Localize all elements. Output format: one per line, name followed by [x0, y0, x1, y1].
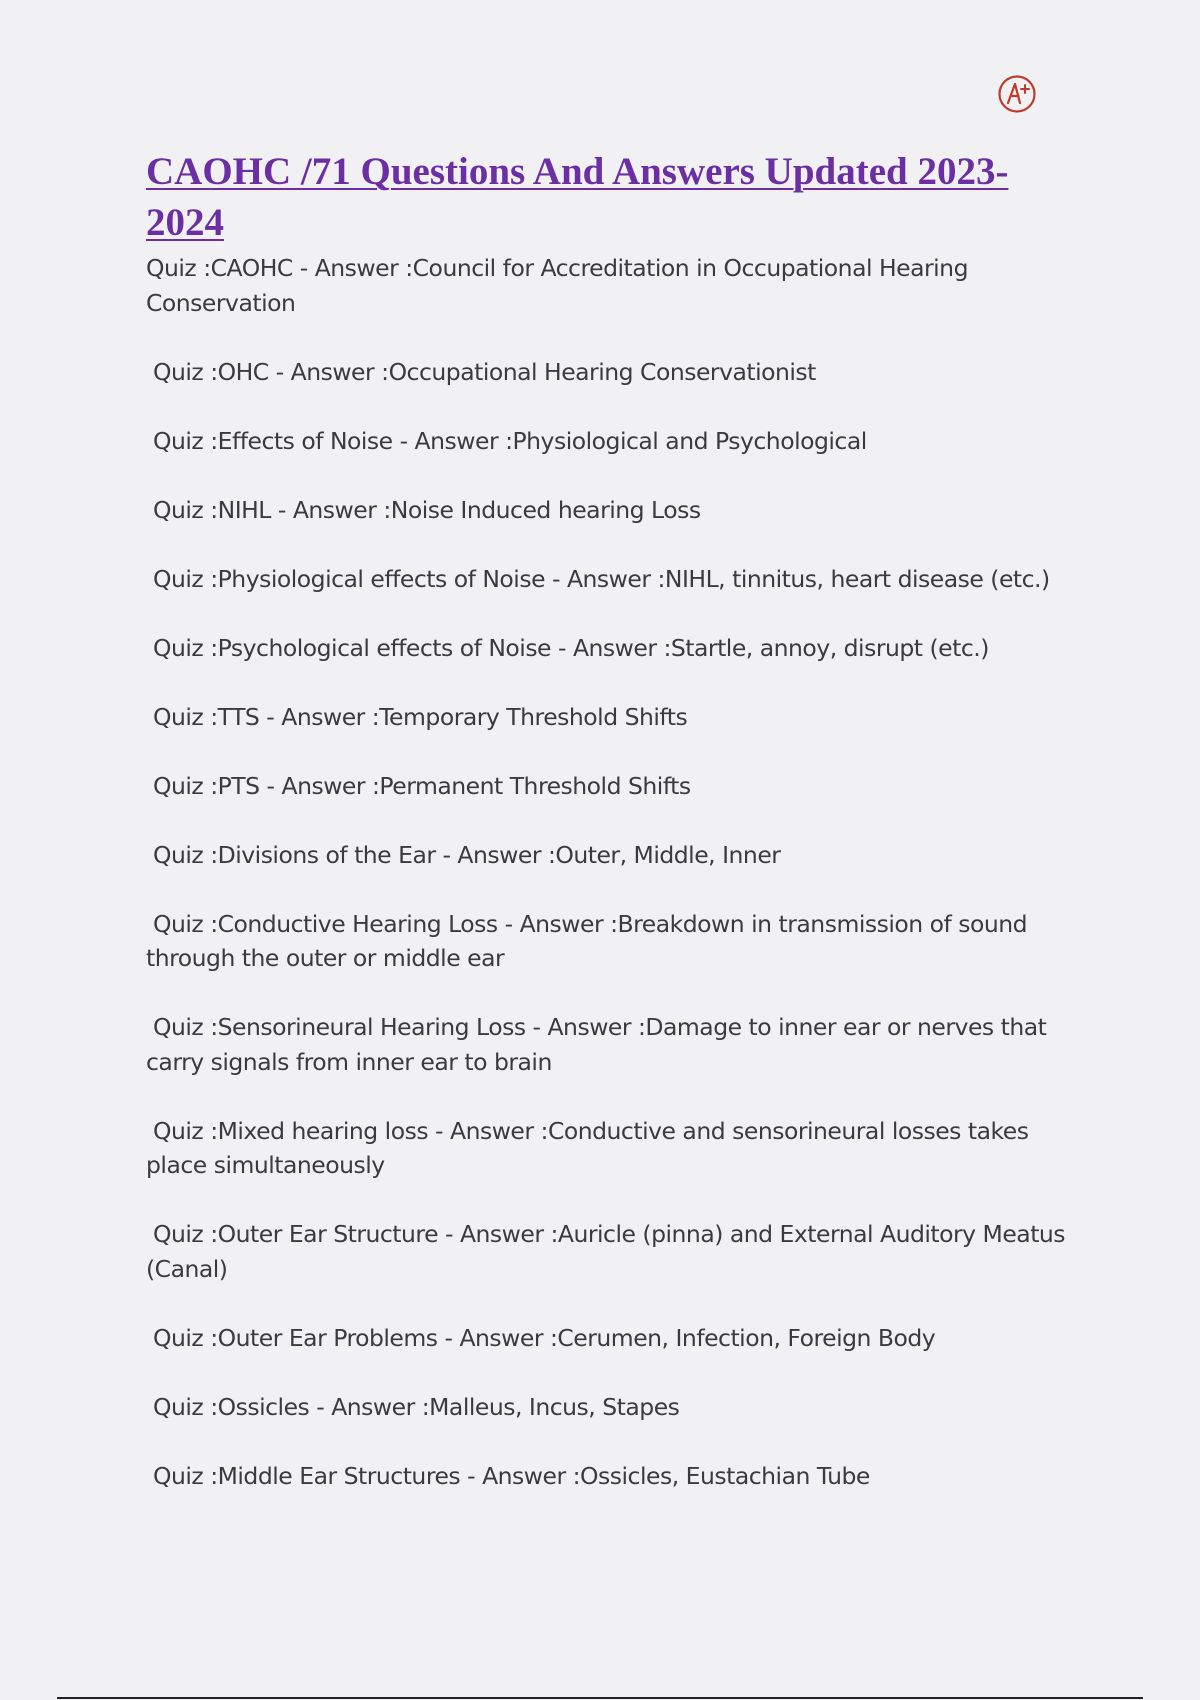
qa-item: Quiz :Outer Ear Structure - Answer :Auricle (pinna) and External Auditory Meatus (Canal)	[146, 1220, 1073, 1283]
qa-item: Quiz :Sensorineural Hearing Loss - Answer :Damage to inner ear or nerves that carry signals from inner ear to brain	[146, 1013, 1054, 1076]
qa-item: Quiz :Ossicles - Answer :Malleus, Incus, Stapes	[146, 1392, 680, 1421]
qa-item: Quiz :Middle Ear Structures - Answer :Ossicles, Eustachian Tube	[146, 1461, 870, 1490]
qa-item: Quiz :CAOHC - Answer :Council for Accreditation in Occupational Hearing Conservation	[146, 254, 975, 317]
qa-item: Quiz :Conductive Hearing Loss - Answer :Breakdown in transmission of sound through the outer or middle ear	[146, 909, 1035, 972]
qa-list	[146, 251, 1073, 1528]
qa-item: Quiz :PTS - Answer :Permanent Threshold Shifts	[146, 771, 691, 800]
qa-item: Quiz :TTS - Answer :Temporary Threshold Shifts	[146, 702, 688, 731]
qa-item: Quiz :Divisions of the Ear - Answer :Outer, Middle, Inner	[146, 840, 781, 869]
a-plus-grade-icon	[997, 74, 1037, 114]
qa-item: Quiz :OHC - Answer :Occupational Hearing Conservationist	[146, 357, 816, 386]
qa-item: Quiz :Effects of Noise - Answer :Physiological and Psychological	[146, 426, 867, 455]
footer-divider	[57, 1697, 1143, 1699]
document-title-link[interactable]: CAOHC /71 Questions And Answers Updated 2023-2024	[146, 150, 1009, 244]
qa-item: Quiz :Mixed hearing loss - Answer :Conductive and sensorineural losses takes place simultaneously	[146, 1116, 1036, 1179]
qa-item: Quiz :Psychological effects of Noise - Answer :Startle, annoy, disrupt (etc.)	[146, 633, 989, 662]
qa-item: Quiz :Outer Ear Problems - Answer :Cerumen, Infection, Foreign Body	[146, 1323, 936, 1352]
qa-item: Quiz :NIHL - Answer :Noise Induced hearing Loss	[146, 495, 701, 524]
qa-item: Quiz :Physiological effects of Noise - Answer :NIHL, tinnitus, heart disease (etc.)	[146, 564, 1050, 593]
